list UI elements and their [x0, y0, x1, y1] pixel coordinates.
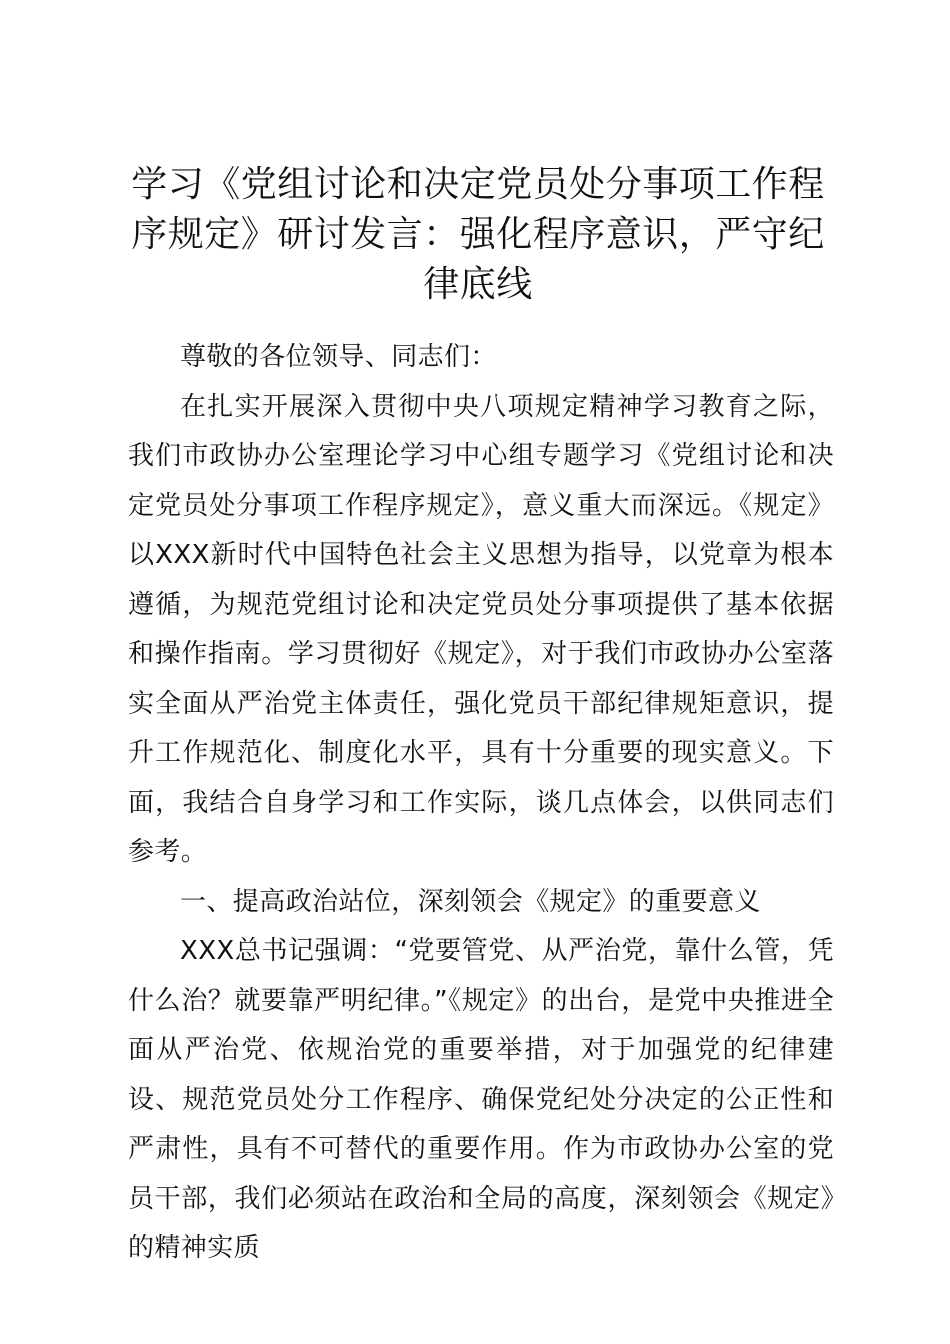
salutation: 尊敬的各位领导、同志们： — [180, 342, 497, 372]
intro-paragraph: 在扎实开展深入贯彻中央八项规定精神学习教育之际，我们市政协办公室理论学习中心组专题学习《党组讨论和决定党员处分事项工作程序规定》，意义重大而深远。《规定》以XXX新时代中国特色社会主义思想为指导，以党章为根本遵循，为规范党组讨论和决定党员处分事项提供了基本依据和操作指南。学习贯彻好《规定》，对于我们市政协办公室落实全面从严治党主体责任，强化党员干部纪律规矩意识，提升工作规范化、制度化水平，具有十分重要的现实意义。下面，我结合自身学习和工作实际，谈几点体会，以供同志们参考。 — [128, 391, 834, 867]
document-title: 学习《党组讨论和决定党员处分事项工作程序规定》研讨发言：强化程序意识，严守纪律底线 — [131, 164, 825, 305]
section-paragraph: XXX总书记强调：“党要管党、从严治党，靠什么管，凭什么治？就要靠严明纪律。”《规定》的出台，是党中央推进全面从严治党、依规治党的重要举措，对于加强党的纪律建设、规范党员处分工作程序、确保党纪处分决定的公正性和严肃性，具有不可替代的重要作用。作为市政协办公室的党员干部，我们必须站在政治和全局的高度，深刻领会《规定》的精神实质 — [128, 936, 834, 1263]
section-heading: 一、提高政治站位，深刻领会《规定》的重要意义 — [180, 886, 761, 917]
document-body — [128, 333, 834, 1274]
